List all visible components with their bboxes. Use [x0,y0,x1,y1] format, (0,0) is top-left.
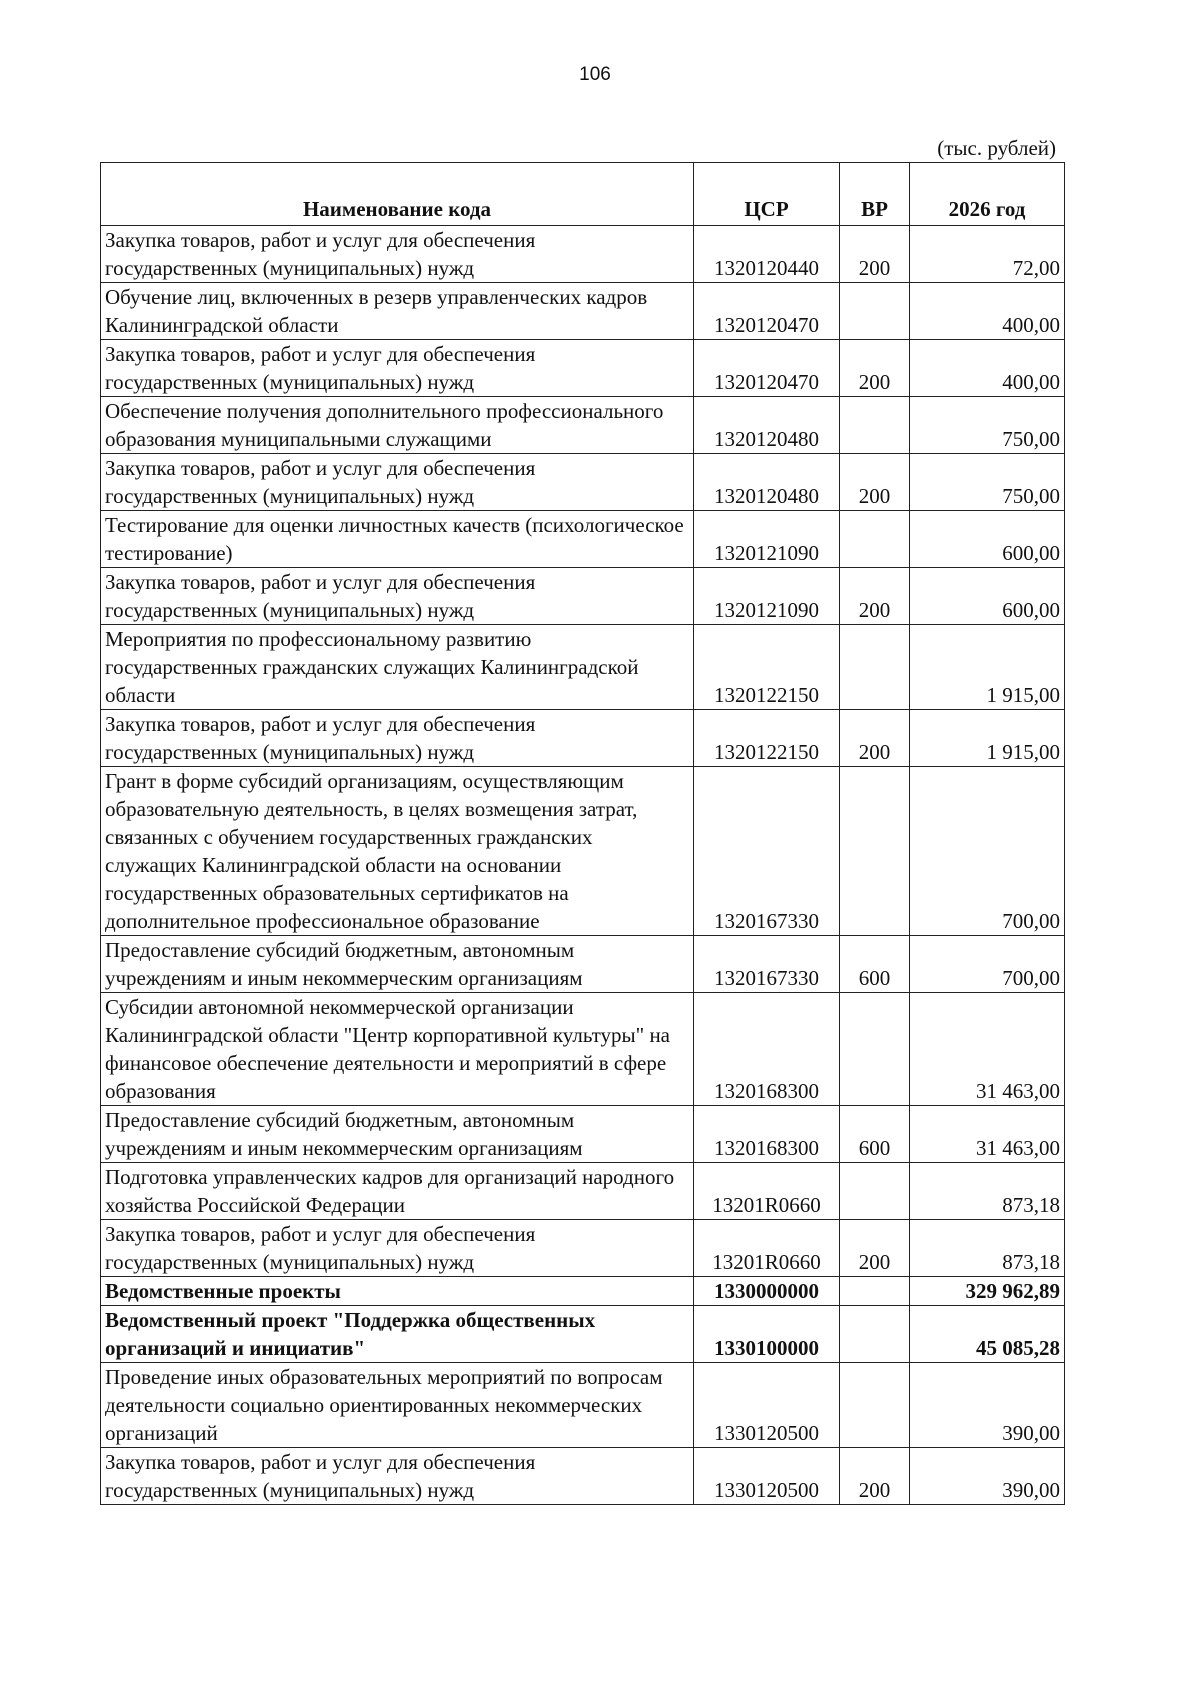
row-amount: 400,00 [910,340,1065,397]
row-vr [840,1163,910,1220]
row-amount: 390,00 [910,1363,1065,1448]
row-csr: 1320120480 [694,397,840,454]
row-amount: 750,00 [910,397,1065,454]
row-csr: 1320120470 [694,283,840,340]
row-amount: 873,18 [910,1220,1065,1277]
row-csr: 1330000000 [694,1277,840,1306]
table-row [101,625,1065,710]
row-amount: 600,00 [910,568,1065,625]
row-name: Закупка товаров, работ и услуг для обеспечения государственных (муниципальных) нужд [101,1448,694,1505]
table-header-row [101,163,1065,226]
table-row [101,1306,1065,1363]
header-name: Наименование кода [101,163,694,226]
table-row [101,568,1065,625]
row-amount: 390,00 [910,1448,1065,1505]
table-row [101,397,1065,454]
row-name: Обучение лиц, включенных в резерв управленческих кадров Калининградской области [101,283,694,340]
row-vr [840,767,910,936]
row-csr: 1320168300 [694,993,840,1106]
table-row [101,283,1065,340]
row-csr: 1330120500 [694,1448,840,1505]
row-csr: 1320168300 [694,1106,840,1163]
row-amount: 1 915,00 [910,710,1065,767]
row-amount: 873,18 [910,1163,1065,1220]
row-amount: 700,00 [910,767,1065,936]
row-name: Закупка товаров, работ и услуг для обеспечения государственных (муниципальных) нужд [101,568,694,625]
row-vr [840,993,910,1106]
row-name: Проведение иных образовательных мероприятий по вопросам деятельности социально ориентированных некоммерческих организаций [101,1363,694,1448]
page-number: 106 [579,64,611,85]
row-vr: 200 [840,568,910,625]
row-vr [840,625,910,710]
table-body [101,226,1065,1505]
row-vr [840,1277,910,1306]
table-row [101,993,1065,1106]
row-csr: 1320120440 [694,226,840,283]
table-row [101,936,1065,993]
row-name: Предоставление субсидий бюджетным, автономным учреждениям и иным некоммерческим организациям [101,936,694,993]
row-csr: 13201R0660 [694,1220,840,1277]
row-name: Субсидии автономной некоммерческой организации Калининградской области "Центр корпоративной культуры" на финансовое обеспечение деятельности и мероприятий в сфере образования [101,993,694,1106]
row-csr: 1320122150 [694,625,840,710]
table-row [101,710,1065,767]
budget-table [100,162,1065,1505]
table-row [101,767,1065,936]
row-name: Обеспечение получения дополнительного профессионального образования муниципальными служащими [101,397,694,454]
row-name: Ведомственные проекты [101,1277,694,1306]
row-name: Подготовка управленческих кадров для организаций народного хозяйства Российской Федерации [101,1163,694,1220]
row-amount: 1 915,00 [910,625,1065,710]
row-vr [840,283,910,340]
row-vr [840,1363,910,1448]
row-csr: 1320120470 [694,340,840,397]
row-csr: 1320121090 [694,568,840,625]
row-amount: 400,00 [910,283,1065,340]
row-vr: 200 [840,1220,910,1277]
table-row [101,1106,1065,1163]
row-amount: 600,00 [910,511,1065,568]
row-csr: 1320167330 [694,767,840,936]
row-vr: 200 [840,710,910,767]
header-vr: ВР [840,163,910,226]
row-name: Закупка товаров, работ и услуг для обеспечения государственных (муниципальных) нужд [101,710,694,767]
table-row [101,1448,1065,1505]
row-csr: 1320120480 [694,454,840,511]
row-name: Ведомственный проект "Поддержка общественных организаций и инициатив" [101,1306,694,1363]
row-amount: 700,00 [910,936,1065,993]
row-csr: 1330100000 [694,1306,840,1363]
row-vr: 600 [840,1106,910,1163]
table-row [101,1163,1065,1220]
units-label: (тыс. рублей) [937,136,1056,160]
row-vr: 200 [840,454,910,511]
row-csr: 1330120500 [694,1363,840,1448]
row-name: Грант в форме субсидий организациям, осуществляющим образовательную деятельность, в целях возмещения затрат, связанных с обучением государственных гражданских служащих Калининградской области на основании государственных образовательных сертификатов на дополнительное профессиональное образование [101,767,694,936]
row-amount: 750,00 [910,454,1065,511]
row-amount: 31 463,00 [910,1106,1065,1163]
row-vr: 200 [840,1448,910,1505]
table-row [101,454,1065,511]
row-name: Закупка товаров, работ и услуг для обеспечения государственных (муниципальных) нужд [101,226,694,283]
row-amount: 72,00 [910,226,1065,283]
table-row [101,1363,1065,1448]
table-row [101,1277,1065,1306]
row-vr: 200 [840,340,910,397]
header-csr: ЦСР [694,163,840,226]
row-amount: 329 962,89 [910,1277,1065,1306]
table-row [101,1220,1065,1277]
header-year: 2026 год [910,163,1065,226]
row-vr: 200 [840,226,910,283]
row-vr: 600 [840,936,910,993]
row-name: Тестирование для оценки личностных качеств (психологическое тестирование) [101,511,694,568]
row-csr: 1320122150 [694,710,840,767]
row-vr [840,1306,910,1363]
row-csr: 1320167330 [694,936,840,993]
row-name: Мероприятия по профессиональному развитию государственных гражданских служащих Калининградской области [101,625,694,710]
row-amount: 31 463,00 [910,993,1065,1106]
table-row [101,511,1065,568]
row-vr [840,511,910,568]
table-row [101,226,1065,283]
table-row [101,340,1065,397]
row-csr: 13201R0660 [694,1163,840,1220]
row-name: Предоставление субсидий бюджетным, автономным учреждениям и иным некоммерческим организациям [101,1106,694,1163]
row-csr: 1320121090 [694,511,840,568]
row-amount: 45 085,28 [910,1306,1065,1363]
row-name: Закупка товаров, работ и услуг для обеспечения государственных (муниципальных) нужд [101,340,694,397]
row-name: Закупка товаров, работ и услуг для обеспечения государственных (муниципальных) нужд [101,1220,694,1277]
row-name: Закупка товаров, работ и услуг для обеспечения государственных (муниципальных) нужд [101,454,694,511]
row-vr [840,397,910,454]
